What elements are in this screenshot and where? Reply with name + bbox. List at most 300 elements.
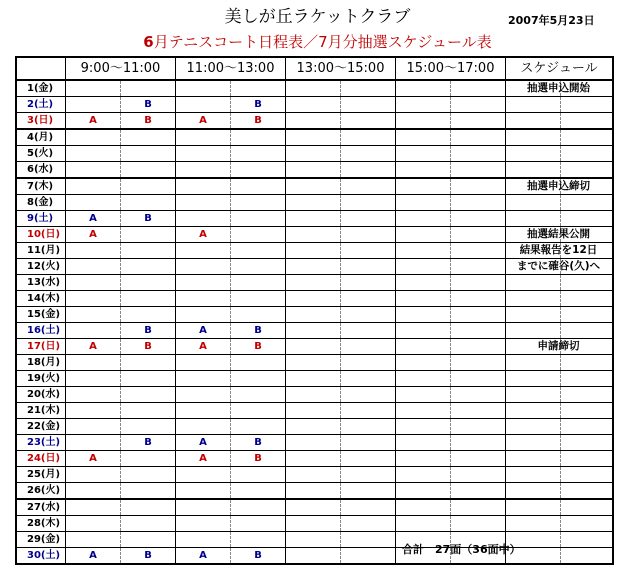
- day-row: [16, 532, 613, 548]
- day-row: [16, 387, 613, 403]
- court-cell: [231, 80, 286, 97]
- day-label: 1(金): [16, 80, 66, 97]
- court-cell: A: [176, 451, 231, 467]
- court-cell: [451, 483, 506, 500]
- day-label: 27(水): [16, 499, 66, 516]
- schedule-cell: [506, 499, 561, 516]
- court-cell: [341, 259, 396, 275]
- court-cell: A: [176, 339, 231, 355]
- court-cell: [66, 516, 121, 532]
- court-cell: [396, 129, 451, 146]
- day-row: [16, 371, 613, 387]
- court-cell: [121, 275, 176, 291]
- court-cell: [286, 516, 341, 532]
- court-cell: [396, 291, 451, 307]
- court-cell: [341, 339, 396, 355]
- court-cell: [231, 275, 286, 291]
- court-cell: [286, 243, 341, 259]
- schedule-cell-right: [561, 548, 614, 565]
- court-cell: [396, 419, 451, 435]
- day-row: [16, 499, 613, 516]
- court-cell: [286, 129, 341, 146]
- court-cell: [286, 403, 341, 419]
- day-label: 25(月): [16, 467, 66, 483]
- court-cell: [396, 339, 451, 355]
- schedule-cell-right: [561, 307, 614, 323]
- court-cell: [176, 516, 231, 532]
- court-cell: [396, 516, 451, 532]
- court-cell: [121, 259, 176, 275]
- court-cell: [66, 371, 121, 387]
- court-cell: [451, 435, 506, 451]
- day-row: [16, 419, 613, 435]
- court-cell: [396, 195, 451, 211]
- court-cell: [451, 323, 506, 339]
- court-cell: [231, 162, 286, 179]
- court-cell: [231, 371, 286, 387]
- court-cell: A: [176, 548, 231, 565]
- court-cell: [286, 419, 341, 435]
- court-cell: [341, 211, 396, 227]
- court-cell: [121, 178, 176, 195]
- court-cell: [341, 548, 396, 565]
- day-row: [16, 195, 613, 211]
- court-cell: [66, 275, 121, 291]
- court-cell: [341, 451, 396, 467]
- court-cell: [396, 97, 451, 113]
- court-cell: [451, 467, 506, 483]
- court-cell: [396, 403, 451, 419]
- court-cell: A: [66, 339, 121, 355]
- court-cell: [286, 178, 341, 195]
- court-cell: [286, 80, 341, 97]
- day-label: 2(土): [16, 97, 66, 113]
- day-label: 21(木): [16, 403, 66, 419]
- court-cell: [451, 146, 506, 162]
- court-cell: [341, 291, 396, 307]
- court-cell: [341, 178, 396, 195]
- schedule-note: までに確谷(久)へ: [516, 260, 601, 272]
- court-cell: B: [231, 97, 286, 113]
- day-row: [16, 435, 613, 451]
- court-cell: [451, 516, 506, 532]
- court-cell: B: [231, 339, 286, 355]
- court-cell: [286, 435, 341, 451]
- court-cell: [341, 162, 396, 179]
- court-cell: [176, 243, 231, 259]
- day-label: 8(金): [16, 195, 66, 211]
- day-row: [16, 548, 613, 565]
- court-cell: [451, 275, 506, 291]
- court-cell: [176, 80, 231, 97]
- court-cell: A: [66, 211, 121, 227]
- schedule-table: [15, 56, 614, 565]
- day-row: [16, 275, 613, 291]
- court-cell: [396, 499, 451, 516]
- schedule-cell: [506, 146, 561, 162]
- schedule-note: 抽選結果公開: [527, 228, 590, 240]
- court-cell: [286, 467, 341, 483]
- court-cell: [176, 387, 231, 403]
- court-cell: [396, 483, 451, 500]
- day-label: 17(日): [16, 339, 66, 355]
- court-cell: [286, 259, 341, 275]
- court-cell: [176, 291, 231, 307]
- day-row: [16, 97, 613, 113]
- court-cell: [121, 483, 176, 500]
- court-cell: [66, 129, 121, 146]
- court-cell: [451, 162, 506, 179]
- day-row: [16, 129, 613, 146]
- court-cell: [66, 178, 121, 195]
- schedule-cell-right: [561, 516, 614, 532]
- schedule-cell: [506, 275, 561, 291]
- schedule-cell-right: [561, 146, 614, 162]
- court-cell: [286, 162, 341, 179]
- day-row: [16, 516, 613, 532]
- court-cell: [341, 129, 396, 146]
- day-row: [16, 307, 613, 323]
- court-cell: [66, 435, 121, 451]
- day-row: [16, 259, 613, 275]
- court-cell: [66, 387, 121, 403]
- schedule-cell-right: [561, 275, 614, 291]
- court-cell: [121, 355, 176, 371]
- schedule-cell: [506, 80, 590, 97]
- court-cell: [231, 291, 286, 307]
- court-cell: [451, 307, 506, 323]
- court-cell: [396, 435, 451, 451]
- court-cell: [231, 387, 286, 403]
- court-cell: [121, 403, 176, 419]
- day-label: 13(水): [16, 275, 66, 291]
- court-cell: [286, 548, 341, 565]
- court-cell: [121, 195, 176, 211]
- schedule-cell-right: [561, 97, 614, 113]
- court-cell: [231, 516, 286, 532]
- schedule-cell-right: [561, 387, 614, 403]
- court-cell: [176, 532, 231, 548]
- slot-header-0900: 9:00～11:00: [66, 57, 176, 80]
- court-cell: [176, 419, 231, 435]
- court-cell: B: [121, 113, 176, 130]
- schedule-cell: [506, 435, 561, 451]
- court-cell: [176, 146, 231, 162]
- court-cell: [451, 195, 506, 211]
- court-cell: [66, 146, 121, 162]
- day-row: [16, 451, 613, 467]
- court-cell: B: [121, 548, 176, 565]
- court-cell: [286, 97, 341, 113]
- court-cell: A: [66, 451, 121, 467]
- day-label: 18(月): [16, 355, 66, 371]
- schedule-cell: [506, 451, 561, 467]
- court-cell: [176, 467, 231, 483]
- day-row: [16, 146, 613, 162]
- day-label: 7(木): [16, 178, 66, 195]
- court-cell: [176, 162, 231, 179]
- court-cell: [121, 451, 176, 467]
- court-cell: B: [231, 435, 286, 451]
- day-row: [16, 178, 613, 195]
- court-cell: [286, 211, 341, 227]
- court-cell: [341, 195, 396, 211]
- day-column-header: [16, 57, 66, 80]
- court-cell: [396, 146, 451, 162]
- schedule-cell-right: [561, 371, 614, 387]
- day-label: 3(日): [16, 113, 66, 130]
- court-cell: [66, 355, 121, 371]
- court-cell: [396, 259, 451, 275]
- court-cell: [396, 227, 451, 243]
- court-cell: [286, 146, 341, 162]
- schedule-cell-right: [561, 451, 614, 467]
- schedule-cell-right: [561, 532, 614, 548]
- schedule-cell: [506, 97, 561, 113]
- court-cell: [66, 419, 121, 435]
- court-cell: [451, 371, 506, 387]
- court-cell: [121, 129, 176, 146]
- court-cell: [396, 113, 451, 130]
- day-row: [16, 211, 613, 227]
- court-cell: [451, 227, 506, 243]
- court-cell: [121, 307, 176, 323]
- schedule-note: 抽選申込締切: [527, 180, 590, 192]
- court-cell: [341, 532, 396, 548]
- court-cell: [396, 307, 451, 323]
- court-cell: [451, 259, 506, 275]
- court-cell: [451, 291, 506, 307]
- day-row: [16, 467, 613, 483]
- court-cell: [451, 97, 506, 113]
- court-cell: B: [121, 97, 176, 113]
- court-cell: A: [66, 548, 121, 565]
- court-cell: [396, 371, 451, 387]
- schedule-cell-right: [561, 113, 614, 130]
- court-cell: [66, 243, 121, 259]
- court-cell: [231, 355, 286, 371]
- schedule-cell: [506, 307, 561, 323]
- court-cell: [341, 419, 396, 435]
- schedule-cell-right: [561, 435, 614, 451]
- court-cell: [66, 323, 121, 339]
- court-cell: A: [66, 113, 121, 130]
- court-cell: [451, 403, 506, 419]
- court-cell: [121, 162, 176, 179]
- day-label: 22(金): [16, 419, 66, 435]
- schedule-subtitle: [0, 32, 635, 52]
- court-cell: [176, 371, 231, 387]
- court-cell: [176, 275, 231, 291]
- day-label: 20(水): [16, 387, 66, 403]
- court-cell: [286, 227, 341, 243]
- court-cell: [396, 387, 451, 403]
- schedule-cell: [506, 129, 561, 146]
- day-row: [16, 113, 613, 130]
- court-cell: [286, 387, 341, 403]
- court-cell: [286, 195, 341, 211]
- day-label: 12(火): [16, 259, 66, 275]
- court-cell: [231, 467, 286, 483]
- court-cell: [231, 195, 286, 211]
- court-cell: B: [231, 113, 286, 130]
- court-cell: [231, 259, 286, 275]
- court-cell: B: [231, 548, 286, 565]
- court-cell: [341, 146, 396, 162]
- day-label: 29(金): [16, 532, 66, 548]
- court-cell: B: [121, 435, 176, 451]
- day-label: 14(木): [16, 291, 66, 307]
- court-cell: [66, 259, 121, 275]
- court-cell: [66, 467, 121, 483]
- day-row: [16, 339, 613, 355]
- schedule-cell-right: [561, 323, 614, 339]
- day-row: [16, 323, 613, 339]
- schedule-cell-right: [561, 195, 614, 211]
- court-cell: [396, 275, 451, 291]
- court-cell: [396, 451, 451, 467]
- schedule-cell: [506, 227, 590, 243]
- court-cell: [176, 259, 231, 275]
- court-cell: [176, 97, 231, 113]
- court-cell: [121, 387, 176, 403]
- day-label: 6(水): [16, 162, 66, 179]
- court-cell: [341, 227, 396, 243]
- court-cell: [66, 195, 121, 211]
- court-cell: [396, 178, 451, 195]
- court-cell: A: [66, 227, 121, 243]
- court-cell: [66, 291, 121, 307]
- court-cell: [341, 483, 396, 500]
- court-cell: A: [176, 323, 231, 339]
- document-date: 2007年5月23日: [508, 14, 595, 27]
- court-cell: [176, 307, 231, 323]
- court-cell: [451, 499, 506, 516]
- schedule-cell: [506, 291, 561, 307]
- day-row: [16, 355, 613, 371]
- schedule-cell-right: [561, 211, 614, 227]
- schedule-cell: [506, 113, 561, 130]
- day-label: 10(日): [16, 227, 66, 243]
- court-cell: [341, 80, 396, 97]
- court-cell: [341, 113, 396, 130]
- court-cell: [341, 387, 396, 403]
- court-cell: [286, 113, 341, 130]
- schedule-cell: [506, 516, 561, 532]
- schedule-cell-right: [561, 467, 614, 483]
- court-cell: [451, 355, 506, 371]
- subtitle-month: 6: [143, 33, 154, 51]
- court-cell: [121, 146, 176, 162]
- schedule-cell: [506, 371, 561, 387]
- court-cell: [286, 275, 341, 291]
- slot-header-1300: 13:00～15:00: [286, 57, 396, 80]
- schedule-cell-right: [561, 291, 614, 307]
- court-cell: B: [231, 451, 286, 467]
- day-label: 4(月): [16, 129, 66, 146]
- court-cell: [341, 275, 396, 291]
- day-label: 5(火): [16, 146, 66, 162]
- court-cell: [451, 129, 506, 146]
- court-cell: [286, 323, 341, 339]
- schedule-cell: [506, 243, 598, 259]
- court-cell: A: [176, 113, 231, 130]
- court-cell: [286, 291, 341, 307]
- day-label: 26(火): [16, 483, 66, 500]
- schedule-cell-right: [561, 483, 614, 500]
- court-cell: [451, 419, 506, 435]
- court-cell: A: [176, 227, 231, 243]
- day-label: 24(日): [16, 451, 66, 467]
- schedule-cell-right: [561, 403, 614, 419]
- day-row: [16, 291, 613, 307]
- schedule-cell: [506, 178, 590, 195]
- schedule-cell: [506, 195, 561, 211]
- schedule-cell: [506, 483, 561, 500]
- court-cell: [341, 403, 396, 419]
- court-cell: [286, 371, 341, 387]
- court-cell: [121, 227, 176, 243]
- schedule-note: 抽選申込開始: [527, 82, 590, 94]
- court-cell: [231, 307, 286, 323]
- club-title: 美しが丘ラケットクラブ: [224, 7, 411, 27]
- schedule-cell: [506, 211, 561, 227]
- court-cell: B: [231, 323, 286, 339]
- schedule-cell-right: [561, 162, 614, 179]
- court-cell: [451, 80, 506, 97]
- court-cell: [66, 403, 121, 419]
- court-cell: [66, 532, 121, 548]
- schedule-cell: [506, 339, 580, 355]
- court-cell: [176, 129, 231, 146]
- court-cell: [451, 243, 506, 259]
- schedule-cell: [506, 355, 561, 371]
- schedule-cell: [506, 259, 601, 275]
- court-cell: [286, 339, 341, 355]
- court-cell: [286, 532, 341, 548]
- court-cell: [121, 419, 176, 435]
- schedule-cell: [506, 419, 561, 435]
- court-cell: [176, 403, 231, 419]
- court-cell: [176, 499, 231, 516]
- court-cell: [396, 243, 451, 259]
- day-row: [16, 227, 613, 243]
- day-label: 15(金): [16, 307, 66, 323]
- court-cell: [396, 323, 451, 339]
- court-cell: [121, 371, 176, 387]
- schedule-cell: [506, 467, 561, 483]
- court-cell: [341, 97, 396, 113]
- subtitle-text: 月テニスコート日程表／7月分抽選スケジュール表: [153, 33, 492, 51]
- court-cell: [66, 97, 121, 113]
- court-cell: [121, 499, 176, 516]
- court-cell: [121, 243, 176, 259]
- court-cell: [341, 323, 396, 339]
- court-cell: [66, 162, 121, 179]
- schedule-body: [16, 80, 613, 564]
- court-cell: [176, 178, 231, 195]
- schedule-cell: [506, 323, 561, 339]
- day-label: 30(土): [16, 548, 66, 565]
- court-cell: [66, 499, 121, 516]
- court-cell: [341, 435, 396, 451]
- schedule-cell-right: [561, 499, 614, 516]
- court-cell: [286, 307, 341, 323]
- court-cell: [231, 129, 286, 146]
- court-cell: [121, 80, 176, 97]
- schedule-cell: [506, 387, 561, 403]
- schedule-note: 申請締切: [537, 340, 580, 352]
